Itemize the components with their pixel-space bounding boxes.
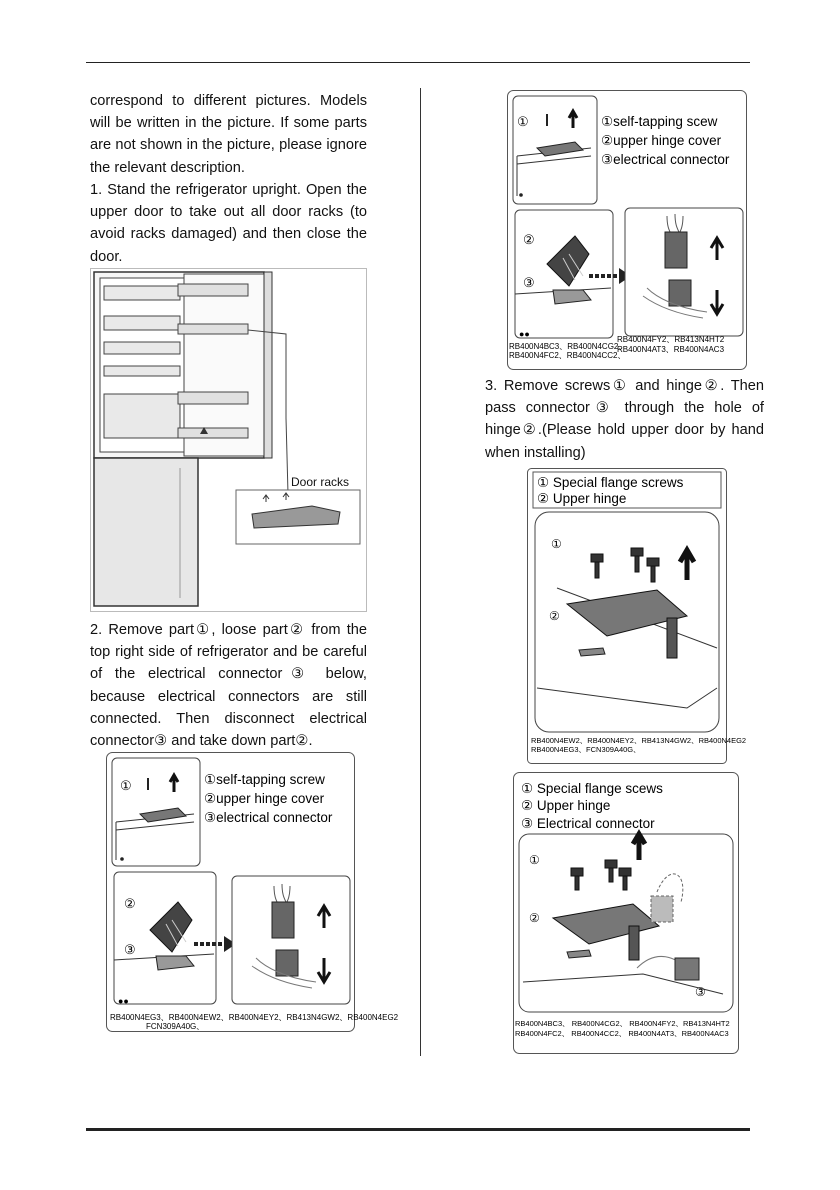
legend-flange-screws: ① Special flange scews [521,781,663,796]
num-3: ③ [523,275,535,290]
legend-flange-screws: ① Special flange screws [537,475,684,490]
legend-hinge-cover: ②upper hinge cover [601,133,722,148]
models-line-1: RB400N4EG3、RB400N4EW2、RB400N4EY2、RB413N4GW2、RB400N4EG2 [110,1013,399,1022]
hinge-cover-figure-left [106,752,399,1032]
num-1: ① [517,114,529,129]
fridge-door-racks-figure [90,268,367,612]
num-1: ① [120,778,132,793]
step3-paragraph: 3. Remove screws① and hinge②. Then pass connector③ through the hole of hinge②.(Please hold upper door by hand when installing) [485,378,764,461]
step1-paragraph: 1. Stand the refrigerator upright. Open the upper door to take out all door racks (to avoid racks damaged) and then close the door. [90,182,367,265]
upper-hinge-figure-a [527,468,747,764]
header-rule [86,62,750,63]
legend-connector: ③electrical connector [204,810,333,825]
dots: ●● [519,329,530,339]
models-left-2: RB400N4FC2、RB400N4CC2、 [509,351,626,360]
dots: ●● [118,996,129,1006]
models-line-2: RB400N4FC2、 RB400N4CC2、 RB400N4AT3、RB400N4AC3 [515,1029,729,1038]
num-2: ② [529,911,540,925]
models-right-1: RB400N4FY2、RB413N4HT2 [617,335,725,344]
legend-connector: ③ Electrical connector [521,816,655,831]
num-2: ② [523,232,535,247]
num-1: ① [551,537,562,551]
models-line-1: RB400N4EW2、RB400N4EY2、RB413N4GW2、RB400N4EG2 [531,736,747,745]
legend-upper-hinge: ② Upper hinge [521,798,611,813]
num-1: ① [529,853,540,867]
models-right-2: RB400N4AT3、RB400N4AC3 [617,345,725,354]
intro-paragraph: correspond to different pictures. Models will be written in the picture. If some parts are not shown in the picture, please ignore the relevant description. [90,93,367,176]
num-2: ② [549,609,560,623]
hinge-cover-figure-right [507,90,747,370]
models-line-1: RB400N4BC3、 RB400N4CG2、 RB400N4FY2、RB413N4HT2 [515,1019,730,1028]
step2-paragraph: 2. Remove part①, loose part② from the top right side of refrigerator and be careful of the electrical connector③ below, because electrical connectors are still connected. Then disconnect electrical connector③ and take down part②. [90,622,367,750]
column-divider [420,88,421,1056]
models-line-2: RB400N4EG3、FCN309A40G、 [531,745,641,754]
num-2: ② [124,896,136,911]
upper-hinge-figure-b [513,772,739,1054]
door-racks-callout: Door racks [291,475,350,489]
legend-upper-hinge: ② Upper hinge [537,491,627,506]
legend-screw: ①self-tapping screw [204,772,325,787]
models-line-2: FCN309A40G、 [146,1022,205,1031]
num-3: ③ [124,942,136,957]
legend-connector: ③electrical connector [601,152,730,167]
legend-hinge-cover: ②upper hinge cover [204,791,325,806]
num-3: ③ [695,985,706,999]
legend-screw: ①self-tapping scew [601,114,718,129]
footer-rule [86,1128,750,1131]
models-left-1: RB400N4BC3、RB400N4CG2、 [509,342,627,351]
